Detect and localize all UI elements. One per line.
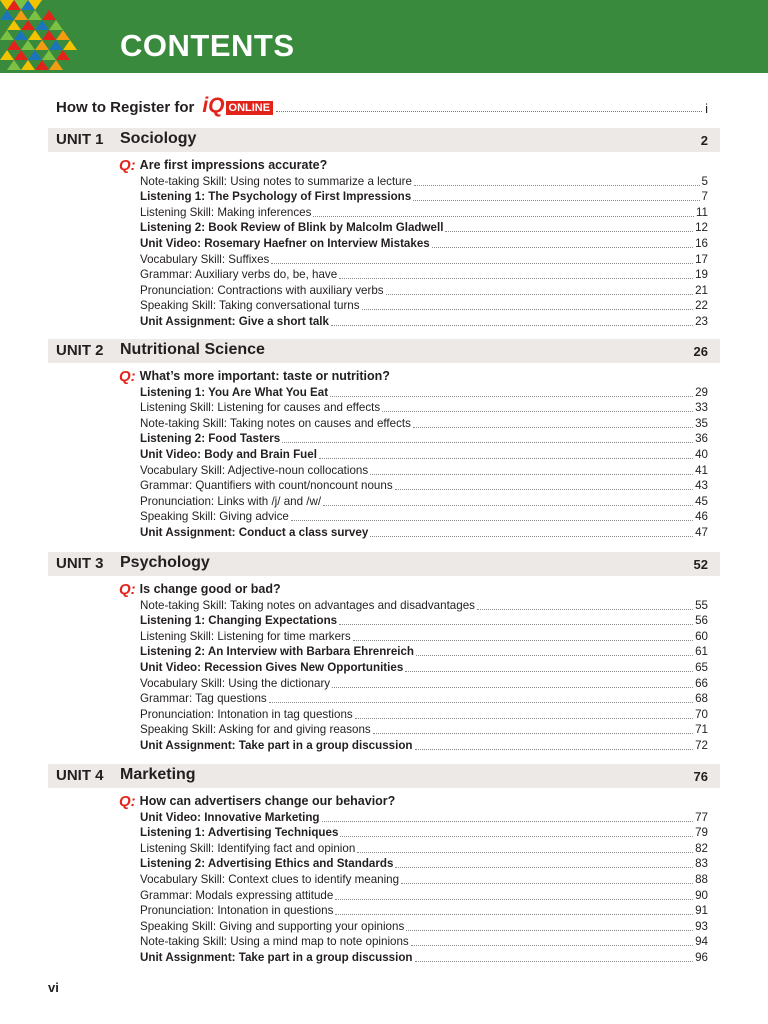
toc-entry-title: Listening 2: An Interview with Barbara Ehrenreich bbox=[140, 645, 415, 659]
question-text: Are first impressions accurate? bbox=[139, 158, 328, 172]
toc-items bbox=[140, 173, 708, 329]
toc-entry[interactable] bbox=[140, 298, 708, 314]
toc-entry[interactable] bbox=[140, 675, 708, 691]
unit-question bbox=[119, 581, 281, 597]
unit-title: Nutritional Science bbox=[120, 341, 265, 358]
unit-question bbox=[119, 793, 395, 809]
dot-leader bbox=[445, 231, 693, 232]
toc-entry-page: 60 bbox=[695, 629, 708, 643]
q-icon: Q: bbox=[119, 580, 136, 598]
toc-entry[interactable] bbox=[140, 871, 708, 887]
toc-entry-page: 94 bbox=[695, 935, 708, 949]
toc-entry-page: 71 bbox=[695, 723, 708, 737]
toc-entry-page: 61 bbox=[695, 645, 708, 659]
dot-leader bbox=[405, 671, 693, 672]
toc-entry-page: 88 bbox=[695, 872, 708, 886]
toc-items bbox=[140, 384, 708, 540]
dot-leader bbox=[335, 914, 693, 915]
toc-entry-title: Speaking Skill: Giving and supporting your opinions bbox=[140, 919, 405, 933]
toc-entry[interactable] bbox=[140, 809, 708, 825]
toc-entry[interactable] bbox=[140, 903, 708, 919]
toc-entry[interactable] bbox=[140, 282, 708, 298]
iq-online-logo bbox=[202, 96, 273, 116]
toc-entry-page: 96 bbox=[695, 950, 708, 964]
toc-entry[interactable] bbox=[140, 524, 708, 540]
iq-logo-text: iQ bbox=[202, 94, 225, 117]
toc-entry[interactable] bbox=[140, 737, 708, 753]
register-page-number: i bbox=[705, 101, 708, 116]
unit-heading-bar[interactable] bbox=[48, 128, 720, 152]
toc-entry-title: Vocabulary Skill: Using the dictionary bbox=[140, 676, 331, 690]
dot-leader bbox=[401, 883, 693, 884]
toc-entry-title: Listening Skill: Making inferences bbox=[140, 205, 312, 219]
toc-entry-title: Grammar: Tag questions bbox=[140, 692, 267, 706]
toc-entry[interactable] bbox=[140, 934, 708, 950]
toc-entry[interactable] bbox=[140, 722, 708, 738]
dot-leader bbox=[331, 325, 693, 326]
toc-entry-page: 19 bbox=[695, 268, 708, 282]
dot-leader bbox=[323, 505, 693, 506]
page-title: CONTENTS bbox=[120, 28, 295, 63]
online-badge: ONLINE bbox=[226, 101, 274, 115]
toc-entry-title: Listening 1: Advertising Techniques bbox=[140, 826, 339, 840]
dot-leader bbox=[414, 185, 700, 186]
toc-entry[interactable] bbox=[140, 462, 708, 478]
toc-entry[interactable] bbox=[140, 493, 708, 509]
toc-entry-title: Vocabulary Skill: Suffixes bbox=[140, 252, 270, 266]
dot-leader bbox=[330, 396, 693, 397]
toc-entry-page: 7 bbox=[701, 190, 708, 204]
toc-entry[interactable] bbox=[140, 251, 708, 267]
toc-entry-title: Pronunciation: Contractions with auxiliary verbs bbox=[140, 283, 384, 297]
dot-leader bbox=[276, 111, 702, 112]
toc-entry-title: Speaking Skill: Taking conversational turns bbox=[140, 299, 360, 313]
toc-entry[interactable] bbox=[140, 613, 708, 629]
toc-entry-title: Listening 2: Advertising Ethics and Standards bbox=[140, 857, 394, 871]
dot-leader bbox=[355, 718, 693, 719]
dot-leader bbox=[282, 442, 693, 443]
toc-entry-page: 17 bbox=[695, 252, 708, 266]
unit-number: UNIT 4 bbox=[56, 767, 104, 784]
toc-entry[interactable] bbox=[140, 840, 708, 856]
toc-entry-page: 35 bbox=[695, 416, 708, 430]
toc-items bbox=[140, 597, 708, 753]
toc-entry-title: Unit Assignment: Take part in a group discussion bbox=[140, 950, 413, 964]
toc-entry-page: 82 bbox=[695, 841, 708, 855]
dot-leader bbox=[415, 749, 694, 750]
toc-entry-title: Pronunciation: Intonation in questions bbox=[140, 904, 334, 918]
toc-entry-page: 77 bbox=[695, 810, 708, 824]
toc-entry-page: 91 bbox=[695, 904, 708, 918]
toc-entry-page: 23 bbox=[695, 314, 708, 328]
toc-entry-page: 83 bbox=[695, 857, 708, 871]
toc-entry[interactable] bbox=[140, 446, 708, 462]
dot-leader bbox=[415, 961, 694, 962]
toc-entry-title: Pronunciation: Intonation in tag questions bbox=[140, 707, 353, 721]
toc-entry[interactable] bbox=[140, 189, 708, 205]
dot-leader bbox=[339, 624, 693, 625]
toc-entry-page: 93 bbox=[695, 919, 708, 933]
unit-number: UNIT 2 bbox=[56, 342, 104, 359]
dot-leader bbox=[432, 247, 693, 248]
toc-entry-page: 55 bbox=[695, 598, 708, 612]
toc-entry[interactable] bbox=[140, 691, 708, 707]
question-text: Is change good or bad? bbox=[139, 582, 281, 596]
unit-title: Sociology bbox=[120, 130, 197, 147]
dot-leader bbox=[353, 640, 693, 641]
toc-entry[interactable] bbox=[140, 509, 708, 525]
unit-heading-bar[interactable] bbox=[48, 339, 720, 363]
toc-entry-page: 11 bbox=[695, 205, 708, 219]
question-text: What’s more important: taste or nutrition? bbox=[139, 369, 390, 383]
toc-entry[interactable] bbox=[140, 856, 708, 872]
toc-entry-title: Vocabulary Skill: Adjective-noun collocations bbox=[140, 463, 369, 477]
unit-page-number: 26 bbox=[693, 344, 708, 359]
toc-entry-page: 16 bbox=[695, 236, 708, 250]
toc-entry-page: 70 bbox=[695, 707, 708, 721]
unit-heading-bar[interactable] bbox=[48, 764, 720, 788]
toc-entry-page: 22 bbox=[695, 299, 708, 313]
toc-entry-title: Unit Video: Body and Brain Fuel bbox=[140, 447, 317, 461]
dot-leader bbox=[370, 536, 693, 537]
toc-entry-title: Listening 2: Food Tasters bbox=[140, 432, 281, 446]
toc-entry[interactable] bbox=[140, 173, 708, 189]
q-icon: Q: bbox=[119, 792, 136, 810]
toc-entry-page: 40 bbox=[695, 447, 708, 461]
toc-entry[interactable] bbox=[140, 400, 708, 416]
dot-leader bbox=[395, 867, 693, 868]
dot-leader bbox=[413, 200, 699, 201]
toc-entry-title: Speaking Skill: Asking for and giving reasons bbox=[140, 723, 371, 737]
toc-entry-page: 90 bbox=[695, 888, 708, 902]
unit-page-number: 52 bbox=[693, 557, 708, 572]
unit-heading-bar[interactable] bbox=[48, 552, 720, 576]
dot-leader bbox=[370, 474, 693, 475]
toc-entry-page: 46 bbox=[695, 510, 708, 524]
toc-entry[interactable] bbox=[140, 628, 708, 644]
dot-leader bbox=[322, 821, 694, 822]
toc-entry-title: Grammar: Auxiliary verbs do, be, have bbox=[140, 268, 338, 282]
dot-leader bbox=[271, 263, 693, 264]
triangle-pattern-logo bbox=[0, 0, 84, 73]
toc-entry-title: Pronunciation: Links with /j/ and /w/ bbox=[140, 494, 322, 508]
dot-leader bbox=[269, 702, 693, 703]
dot-leader bbox=[339, 278, 693, 279]
toc-entry-title: Listening 1: The Psychology of First Impressions bbox=[140, 190, 412, 204]
toc-entry-title: Note-taking Skill: Taking notes on causes and effects bbox=[140, 416, 411, 430]
toc-entry-page: 79 bbox=[695, 826, 708, 840]
toc-entry[interactable] bbox=[140, 415, 708, 431]
dot-leader bbox=[362, 309, 694, 310]
toc-entry-title: Unit Video: Recession Gives New Opportunities bbox=[140, 660, 404, 674]
unit-title: Psychology bbox=[120, 554, 210, 571]
toc-entry-title: Unit Video: Rosemary Haefner on Interview Mistakes bbox=[140, 236, 430, 250]
toc-entry-title: Listening 1: Changing Expectations bbox=[140, 614, 338, 628]
toc-entry-title: Note-taking Skill: Using notes to summarize a lecture bbox=[140, 174, 412, 188]
toc-entry-page: 12 bbox=[695, 221, 708, 235]
toc-entry-title: Unit Assignment: Give a short talk bbox=[140, 314, 329, 328]
q-icon: Q: bbox=[119, 156, 136, 174]
toc-entry-title: Listening Skill: Listening for causes and effects bbox=[140, 401, 381, 415]
dot-leader bbox=[291, 520, 693, 521]
unit-number: UNIT 1 bbox=[56, 131, 104, 148]
register-label: How to Register for bbox=[56, 99, 195, 116]
register-row[interactable] bbox=[56, 94, 708, 116]
toc-entry-title: Note-taking Skill: Using a mind map to note opinions bbox=[140, 935, 409, 949]
toc-entry-page: 72 bbox=[695, 738, 708, 752]
dot-leader bbox=[340, 836, 693, 837]
toc-entry-title: Grammar: Quantifiers with count/noncount nouns bbox=[140, 479, 393, 493]
toc-entry-title: Unit Assignment: Conduct a class survey bbox=[140, 525, 369, 539]
toc-entry-title: Speaking Skill: Giving advice bbox=[140, 510, 289, 524]
question-text: How can advertisers change our behavior? bbox=[139, 794, 396, 808]
unit-page-number: 2 bbox=[700, 133, 708, 148]
dot-leader bbox=[411, 945, 693, 946]
toc-entry[interactable] bbox=[140, 204, 708, 220]
toc-entry-title: Listening Skill: Listening for time markers bbox=[140, 629, 351, 643]
toc-entry[interactable] bbox=[140, 478, 708, 494]
toc-entry[interactable] bbox=[140, 597, 708, 613]
dot-leader bbox=[413, 427, 693, 428]
dot-leader bbox=[416, 655, 693, 656]
toc-entry-page: 66 bbox=[695, 676, 708, 690]
toc-entry-page: 5 bbox=[701, 174, 708, 188]
toc-items bbox=[140, 809, 708, 965]
toc-entry-page: 21 bbox=[695, 283, 708, 297]
toc-entry-page: 56 bbox=[695, 614, 708, 628]
unit-question bbox=[119, 368, 390, 384]
unit-question bbox=[119, 157, 327, 173]
toc-entry-title: Unit Video: Innovative Marketing bbox=[140, 810, 320, 824]
dot-leader bbox=[477, 609, 693, 610]
toc-entry-title: Unit Assignment: Take part in a group discussion bbox=[140, 738, 413, 752]
toc-entry-page: 47 bbox=[695, 525, 708, 539]
dot-leader bbox=[386, 294, 694, 295]
dot-leader bbox=[319, 458, 693, 459]
dot-leader bbox=[313, 216, 694, 217]
toc-entry-page: 33 bbox=[695, 401, 708, 415]
toc-entry[interactable] bbox=[140, 887, 708, 903]
toc-entry[interactable] bbox=[140, 659, 708, 675]
toc-entry[interactable] bbox=[140, 267, 708, 283]
dot-leader bbox=[395, 489, 693, 490]
toc-entry[interactable] bbox=[140, 644, 708, 660]
toc-entry-page: 65 bbox=[695, 660, 708, 674]
toc-entry[interactable] bbox=[140, 220, 708, 236]
dot-leader bbox=[406, 930, 693, 931]
toc-entry-title: Listening 1: You Are What You Eat bbox=[140, 385, 329, 399]
contents-header bbox=[0, 0, 768, 73]
toc-entry-page: 45 bbox=[695, 494, 708, 508]
dot-leader bbox=[357, 852, 693, 853]
toc-entry[interactable] bbox=[140, 431, 708, 447]
page-folio: vi bbox=[48, 980, 59, 995]
toc-entry[interactable] bbox=[140, 918, 708, 934]
toc-entry[interactable] bbox=[140, 235, 708, 251]
toc-entry-title: Note-taking Skill: Taking notes on advantages and disadvantages bbox=[140, 598, 475, 612]
unit-title: Marketing bbox=[120, 766, 196, 783]
toc-entry[interactable] bbox=[140, 949, 708, 965]
dot-leader bbox=[335, 899, 693, 900]
toc-entry-page: 43 bbox=[695, 479, 708, 493]
toc-entry[interactable] bbox=[140, 384, 708, 400]
toc-entry-title: Listening Skill: Identifying fact and opinion bbox=[140, 841, 356, 855]
toc-entry[interactable] bbox=[140, 706, 708, 722]
toc-entry-page: 41 bbox=[695, 463, 708, 477]
toc-entry-title: Listening 2: Book Review of Blink by Malcolm Gladwell bbox=[140, 221, 444, 235]
q-icon: Q: bbox=[119, 367, 136, 385]
unit-number: UNIT 3 bbox=[56, 555, 104, 572]
toc-entry[interactable] bbox=[140, 825, 708, 841]
toc-entry-title: Vocabulary Skill: Context clues to identify meaning bbox=[140, 872, 400, 886]
dot-leader bbox=[332, 687, 693, 688]
toc-entry-page: 68 bbox=[695, 692, 708, 706]
dot-leader bbox=[382, 411, 693, 412]
toc-entry[interactable] bbox=[140, 313, 708, 329]
toc-entry-title: Grammar: Modals expressing attitude bbox=[140, 888, 334, 902]
toc-entry-page: 36 bbox=[695, 432, 708, 446]
unit-page-number: 76 bbox=[693, 769, 708, 784]
toc-entry-page: 29 bbox=[695, 385, 708, 399]
dot-leader bbox=[373, 733, 693, 734]
